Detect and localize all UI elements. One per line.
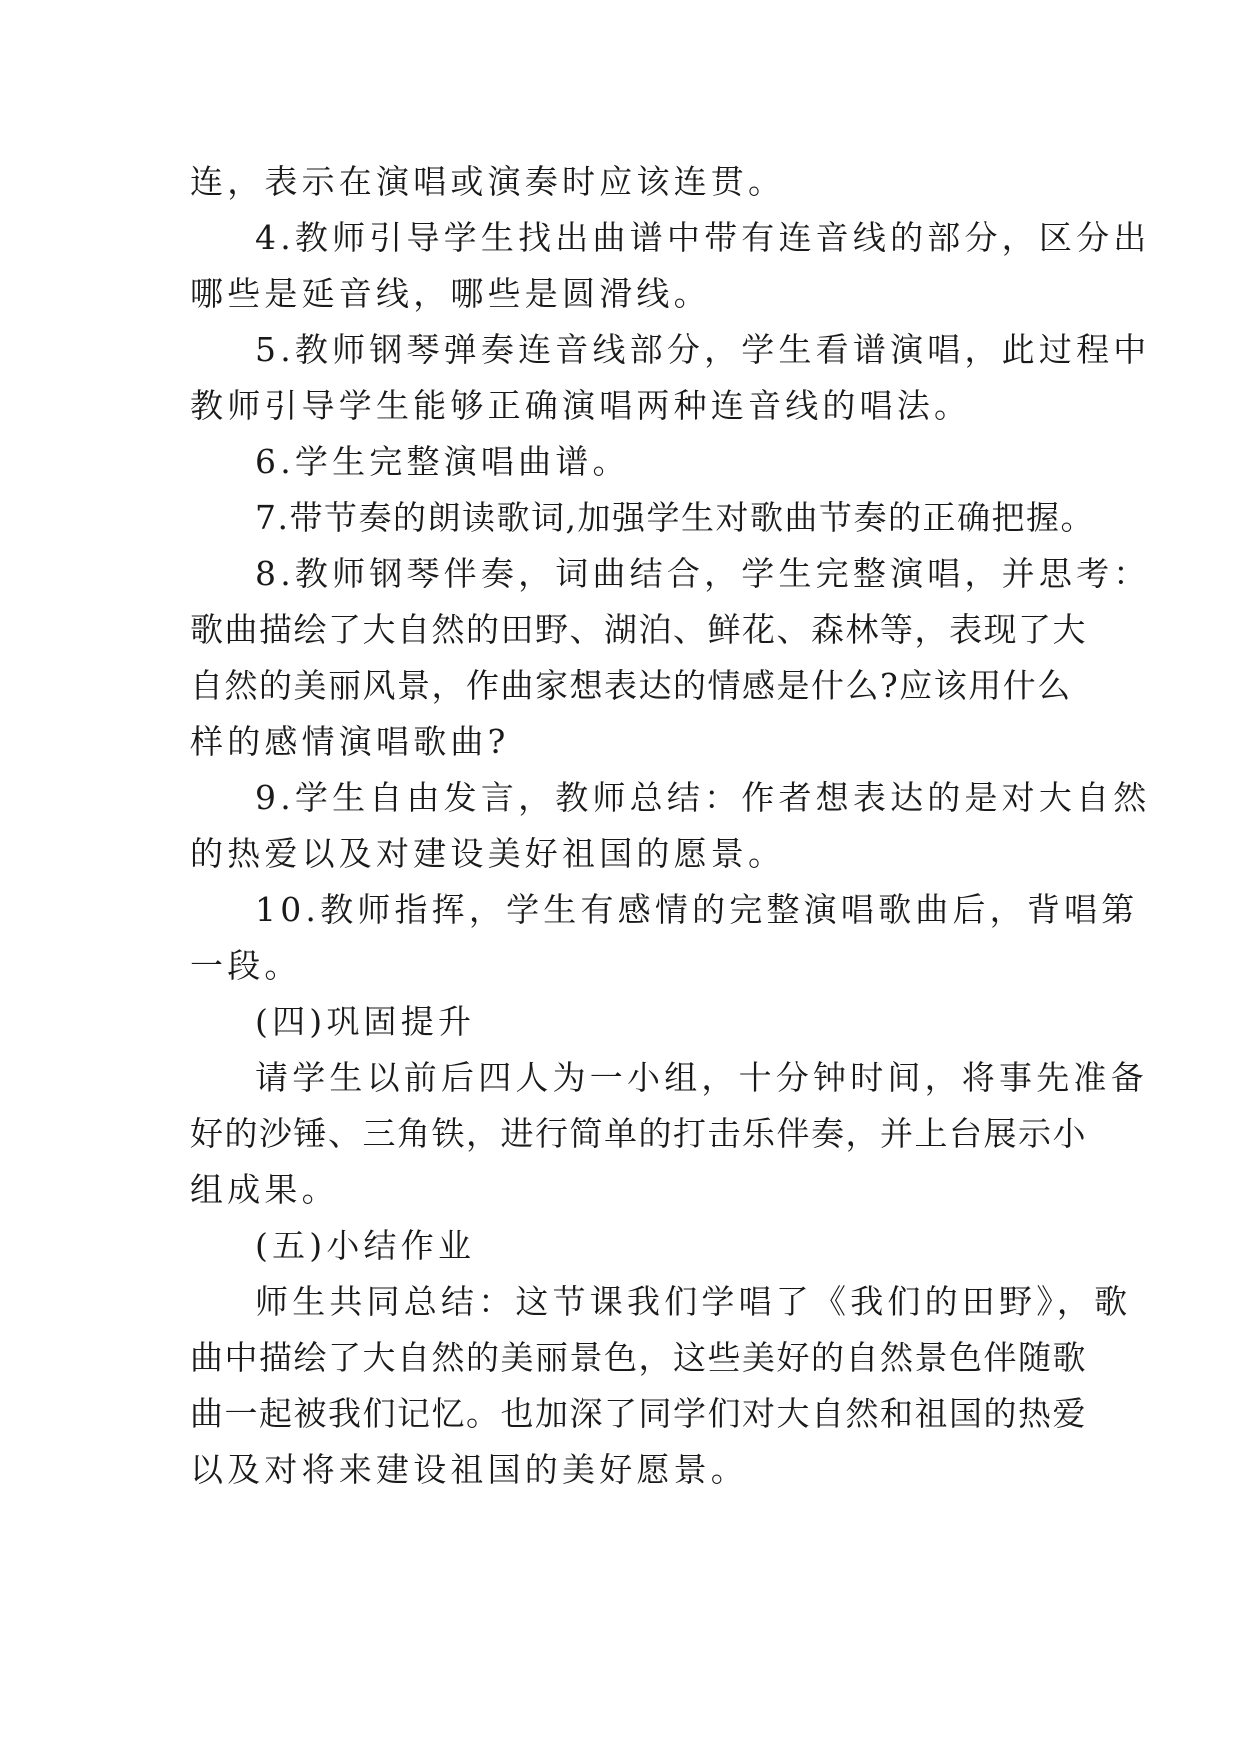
text-line: 以及对将来建设祖国的美好愿景。 <box>190 1450 748 1489</box>
section-heading: (四)巩固提升 <box>255 1002 476 1041</box>
text-line: 曲中描绘了大自然的美丽景色，这些美好的自然景色伴随歌 <box>190 1338 1087 1377</box>
text-line: 的热爱以及对建设美好祖国的愿景。 <box>190 834 786 873</box>
text-line: 10.教师指挥，学生有感情的完整演唱歌曲后，背唱第 <box>255 890 1139 929</box>
text-line: 自然的美丽风景，作曲家想表达的情感是什么?应该用什么 <box>190 666 1072 705</box>
text-line: 哪些是延音线，哪些是圆滑线。 <box>190 274 711 313</box>
text-line: 一段。 <box>190 946 302 985</box>
text-line: 6.学生完整演唱曲谱。 <box>255 442 630 481</box>
text-line: 9.学生自由发言，教师总结：作者想表达的是对大自然 <box>255 778 1151 817</box>
text-line: 教师引导学生能够正确演唱两种连音线的唱法。 <box>190 386 972 425</box>
text-line: 样的感情演唱歌曲? <box>190 722 510 761</box>
text-line: 7.带节奏的朗读歌词,加强学生对歌曲节奏的正确把握。 <box>255 498 1095 537</box>
section-heading: (五)小结作业 <box>255 1226 476 1265</box>
text-line: 请学生以前后四人为一小组，十分钟时间，将事先准备 <box>255 1058 1148 1097</box>
text-line: 好的沙锤、三角铁，进行简单的打击乐伴奏，并上台展示小 <box>190 1114 1087 1153</box>
text-line: 曲一起被我们记忆。也加深了同学们对大自然和祖国的热爱 <box>190 1394 1087 1433</box>
text-line: 连，表示在演唱或演奏时应该连贯。 <box>190 162 786 201</box>
text-line: 4.教师引导学生找出曲谱中带有连音线的部分，区分出 <box>255 218 1151 257</box>
text-line: 歌曲描绘了大自然的田野、湖泊、鲜花、森林等，表现了大 <box>190 610 1087 649</box>
text-line: 师生共同总结：这节课我们学唱了《我们的田野》，歌 <box>255 1282 1132 1321</box>
text-line: 5.教师钢琴弹奏连音线部分，学生看谱演唱，此过程中 <box>255 330 1151 369</box>
text-line: 组成果。 <box>190 1170 339 1209</box>
text-line: 8.教师钢琴伴奏，词曲结合，学生完整演唱，并思考： <box>255 554 1151 593</box>
